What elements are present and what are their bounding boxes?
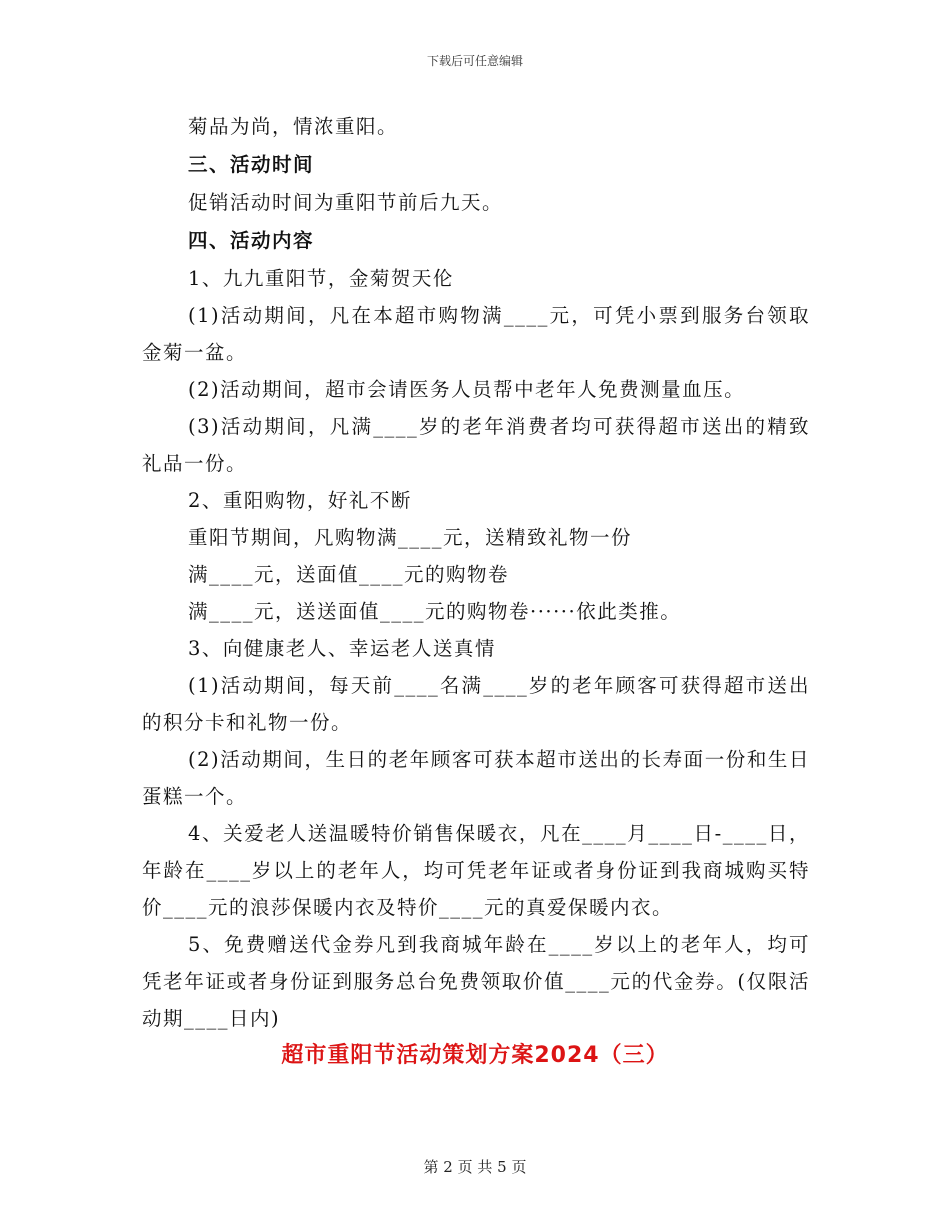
- text-line: 满____元，送送面值____元的购物卷······依此类推。: [188, 600, 682, 623]
- section-title: 超市重阳节活动策划方案2024（三）: [281, 1043, 669, 1068]
- subheading-line: 2、重阳购物，好礼不断: [188, 489, 412, 512]
- section-heading: 三、活动时间: [188, 153, 315, 176]
- paragraph: (1)活动期间，凡在本超市购物满____元，可凭小票到服务台领取金菊一盆。: [142, 304, 810, 364]
- text-line: 促销活动时间为重阳节前后九天。: [188, 191, 504, 214]
- text-line: 重阳节期间，凡购物满____元，送精致礼物一份: [188, 526, 633, 549]
- subheading-line: 1、九九重阳节，金菊贺天伦: [188, 267, 454, 290]
- document-body: [142, 108, 810, 1037]
- paragraph: 5、免费赠送代金券凡到我商城年龄在____岁以上的老年人，均可凭老年证或者身份证到服务总台免费领取价值____元的代金券。(仅限活动期____日内): [142, 933, 810, 1030]
- page-footer: 第 2 页 共 5 页: [423, 1158, 527, 1176]
- section-heading: 四、活动内容: [188, 229, 315, 252]
- paragraph: (2)活动期间，生日的老年顾客可获本超市送出的长寿面一份和生日蛋糕一个。: [142, 748, 810, 808]
- paragraph: 4、关爱老人送温暖特价销售保暖衣，凡在____月____日-____日，年龄在____岁以上的老年人，均可凭老年证或者身份证到我商城购买特价____元的浪莎保暖内衣及特价____元的真爱保暖内衣。: [142, 822, 810, 919]
- text-line: 满____元，送面值____元的购物卷: [188, 563, 510, 586]
- paragraph: (3)活动期间，凡满____岁的老年消费者均可获得超市送出的精致礼品一份。: [142, 415, 810, 475]
- paragraph: (1)活动期间，每天前____名满____岁的老年顾客可获得超市送出的积分卡和礼物一份。: [142, 674, 810, 734]
- text-line: 菊品为尚，情浓重阳。: [188, 115, 399, 138]
- page-header: 下载后可任意编辑: [426, 54, 523, 68]
- paragraph: (2)活动期间，超市会请医务人员帮中老年人免费测量血压。: [188, 378, 746, 401]
- subheading-line: 3、向健康老人、幸运老人送真情: [188, 637, 496, 660]
